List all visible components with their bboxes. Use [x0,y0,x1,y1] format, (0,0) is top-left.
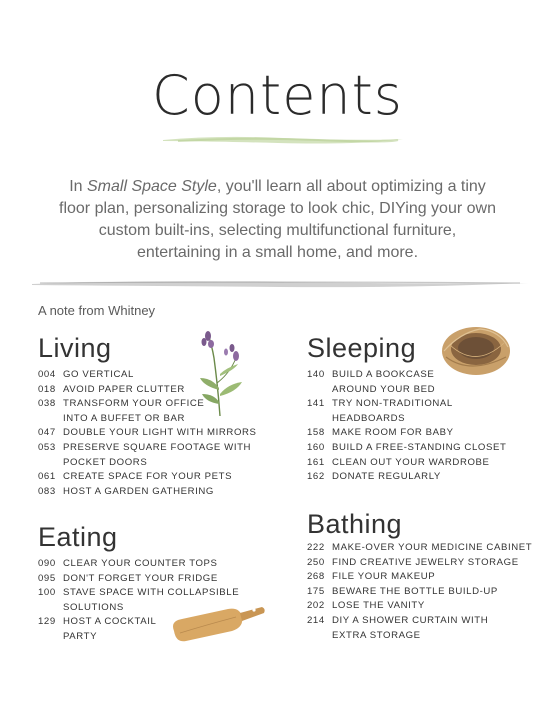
entry-title: BUILD A BOOKCASE [332,369,435,380]
entry-title: TRANSFORM YOUR OFFICE [63,398,205,410]
contents-entry[interactable] [307,456,547,471]
contents-entry-continuation [307,412,547,427]
entry-title: MAKE-OVER YOUR MEDICINE CABINET [332,542,533,553]
intro-text: , you'll learn all about optimizing a tiny floor plan, personalizing storage to look chic, DIYing your own custom built-ins, selecting multifunctional furniture, entertaining in a small home, and more. [59,178,496,261]
entry-title-continued: HEADBOARDS [332,412,406,424]
page-number: 004 [38,369,56,380]
intro-prefix: In [69,178,87,195]
contents-entry[interactable] [307,441,547,456]
page-title: Contents [152,64,403,127]
entry-title: HOST A GARDEN GATHERING [63,485,214,497]
page-number: 038 [38,398,56,410]
entry-title: CREATE SPACE FOR YOUR PETS [63,471,233,483]
page-number: 090 [38,558,56,569]
entry-title: LOSE THE VANITY [332,600,425,612]
entry-title: FIND CREATIVE JEWELRY STORAGE [332,556,519,568]
page-number: 268 [307,571,325,583]
page-number: 222 [307,542,325,553]
green-watercolor-stroke [158,134,408,146]
section-heading-sleeping: Sleeping [307,333,417,363]
contents-entry[interactable] [38,426,283,441]
page-number: 202 [307,600,325,612]
contents-entry[interactable] [307,570,552,585]
contents-entry[interactable] [307,426,547,441]
contents-entry[interactable] [307,470,547,485]
entry-title: GO VERTICAL [63,369,134,380]
page-number: 158 [307,427,325,439]
entry-title: DIY A SHOWER CURTAIN WITH [332,614,489,626]
entry-title: DONATE REGULARLY [332,471,441,483]
entry-title: DON'T FORGET YOUR FRIDGE [63,572,218,584]
entry-title-continued: EXTRA STORAGE [332,629,421,641]
entry-title: TRY NON-TRADITIONAL [332,398,453,410]
contents-entry[interactable] [307,614,552,629]
section-heading-bathing: Bathing [307,509,403,539]
contents-entry[interactable] [307,599,552,614]
entry-title-continued: INTO A BUFFET OR BAR [63,412,185,424]
entry-title: DOUBLE YOUR LIGHT WITH MIRRORS [63,427,257,439]
entry-title: CLEAN OUT YOUR WARDROBE [332,456,490,468]
section-heading-living: Living [38,333,112,363]
page-number: 162 [307,471,325,483]
entry-title: FILE YOUR MAKEUP [332,571,436,583]
page-number: 214 [307,614,325,626]
intro-book-title: Small Space Style [86,178,217,195]
entry-title: MAKE ROOM FOR BABY [332,427,454,439]
intro-paragraph [55,176,500,264]
page-number: 161 [307,456,325,468]
contents-list-bathing [307,541,552,643]
contents-entry[interactable] [307,585,552,600]
entry-title: CLEAR YOUR COUNTER TOPS [63,558,218,569]
entry-title: HOST A COCKTAIL [63,616,157,628]
page-number: 095 [38,572,56,584]
page-number: 129 [38,616,56,628]
contents-entry[interactable] [38,572,283,587]
entry-title: STAVE SPACE WITH COLLAPSIBLE [63,587,240,599]
contents-entry-continuation [38,456,283,471]
contents-entry[interactable] [38,557,283,572]
contents-list-sleeping [307,368,547,485]
entry-title-continued: POCKET DOORS [63,456,148,468]
contents-entry[interactable] [307,541,552,556]
bird-nest-illustration [440,323,512,379]
contents-entry[interactable] [38,586,283,601]
note-link[interactable]: A note from Whitney [38,303,156,318]
page-number: 083 [38,485,56,497]
entry-title: BEWARE THE BOTTLE BUILD-UP [332,585,498,597]
contents-entry[interactable] [38,470,283,485]
entry-title-continued: SOLUTIONS [63,601,124,613]
page-number: 018 [38,383,56,395]
page-number: 141 [307,398,325,410]
entry-title-continued: AROUND YOUR BED [332,383,436,395]
contents-entry[interactable] [38,485,283,500]
page-number: 250 [307,556,325,568]
grey-watercolor-stroke [30,277,530,291]
page-number: 047 [38,427,56,439]
cutting-board-illustration [166,601,266,645]
page-number: 160 [307,441,325,453]
entry-title-continued: PARTY [63,630,98,642]
entry-title: AVOID PAPER CLUTTER [63,383,185,395]
page-number: 140 [307,369,325,380]
lavender-sprig-illustration [190,328,252,418]
contents-entry[interactable] [38,441,283,456]
contents-entry-continuation [307,383,547,398]
page-number: 175 [307,585,325,597]
page-number: 053 [38,441,56,453]
page-number: 061 [38,471,56,483]
contents-entry-continuation [307,629,552,644]
page-number: 100 [38,587,56,599]
entry-title: BUILD A FREE-STANDING CLOSET [332,441,507,453]
section-heading-eating: Eating [38,522,118,552]
contents-entry[interactable] [307,397,547,412]
entry-title: PRESERVE SQUARE FOOTAGE WITH [63,441,252,453]
contents-entry[interactable] [307,556,552,571]
